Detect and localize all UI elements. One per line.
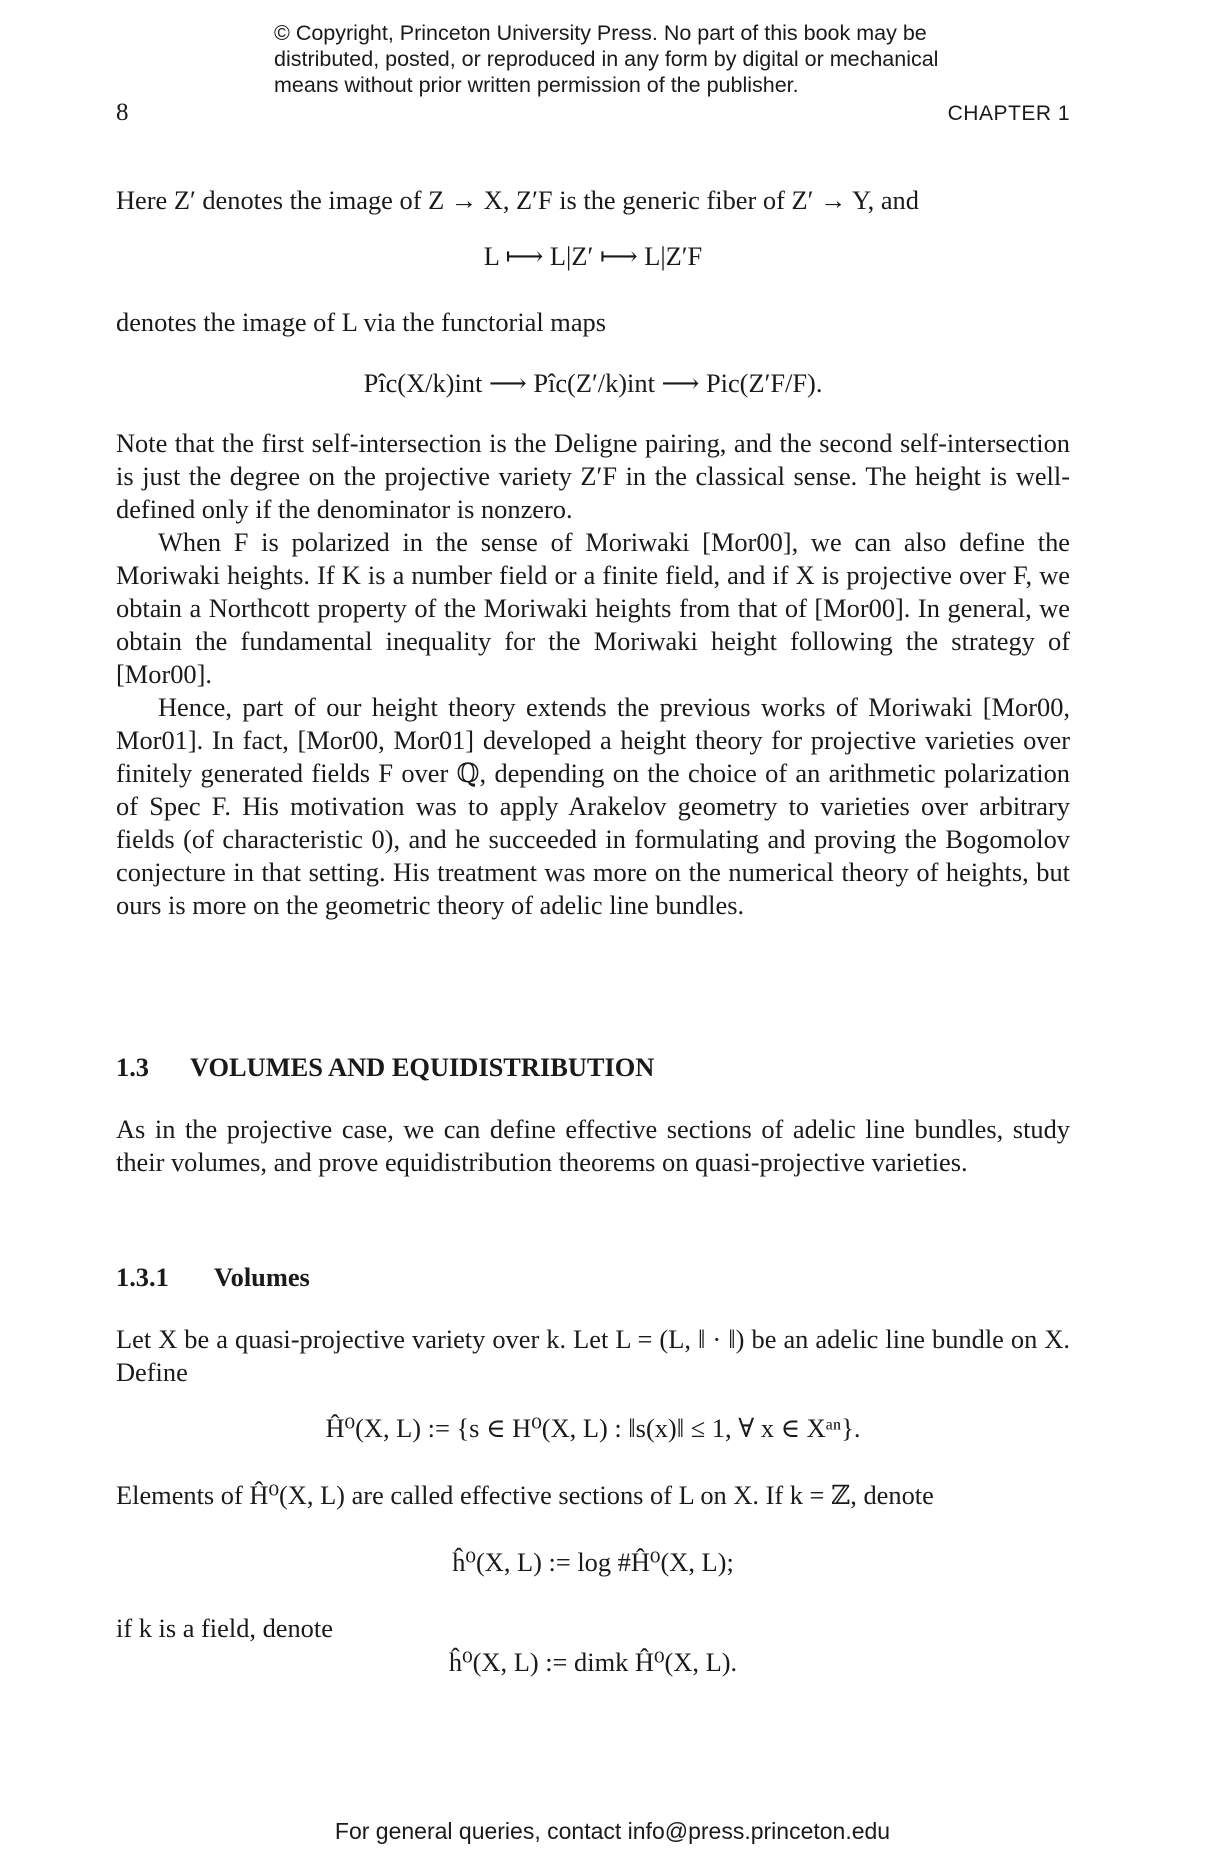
equation-picard-maps: Pîc(X/k)int ⟶ Pîc(Z′/k)int ⟶ Pic(Z′F/F). [363,368,823,398]
paragraph-2: denotes the image of L via the functorial maps [116,307,607,337]
copyright-line: © Copyright, Princeton University Press. No part of this book may be [274,21,927,45]
page-number: 8 [116,99,129,126]
running-head: CHAPTER 1 [947,102,1070,125]
copyright-notice [274,20,974,98]
paragraph-5: Hence, part of our height theory extends the previous works of Moriwaki [Mor00, Mor01]. In fact, [Mor00, Mor01] developed a height theory for projective varieties over finitely generated fields F over ℚ, depending on the choice of an arithmetic polarization of Spec F. His motivation was to apply Arakelov geometry to varieties over arbitrary fields (of characteristic 0), and he succeeded in formulating and proving the Bogomolov conjecture in that setting. His treatment was more on the numerical theory of heights, but ours is more on the geometric theory of adelic line bundles. [116,692,1070,920]
equation-restriction-maps: L ⟼ L|Z′ ⟼ L|Z′F [483,241,703,271]
section-number: 1.3 [116,1052,149,1082]
paragraph-7: Let X be a quasi-projective variety over k. Let L = (L, ‖ · ‖) be an adelic line bundle on X. Define [116,1324,1070,1387]
equation-h0-log: ĥ⁰(X, L) := log #Ĥ⁰(X, L); [452,1547,734,1577]
paragraph-4: When F is polarized in the sense of Moriwaki [Mor00], we can also define the Moriwaki heights. If K is a number field or a finite field, and if X is projective over F, we obtain a Northcott property of the Moriwaki heights from that of [Mor00]. In general, we obtain the fundamental inequality for the Moriwaki height following the strategy of [Mor00]. [116,527,1070,689]
paragraph-9: if k is a field, denote [116,1613,333,1643]
footer-contact: For general queries, contact info@press.princeton.edu [334,1818,891,1844]
section-heading [116,1052,654,1083]
paragraph-1: Here Z′ denotes the image of Z → X, Z′F is the generic fiber of Z′ → Y, and [116,185,919,215]
copyright-line: distributed, posted, or reproduced in any form by digital or mechanical [274,47,939,71]
subsection-number: 1.3.1 [116,1262,169,1292]
subsection-title: Volumes [214,1262,310,1292]
equation-h0-dim: ĥ⁰(X, L) := dimk Ĥ⁰(X, L). [448,1647,738,1677]
section-title: VOLUMES AND EQUIDISTRIBUTION [190,1052,655,1082]
paragraph-3: Note that the first self-intersection is the Deligne pairing, and the second self-intersection is just the degree on the projective variety Z′F in the classical sense. The height is well-defined only if the denominator is nonzero. [116,428,1070,524]
subsection-heading [116,1262,310,1293]
paragraph-8: Elements of Ĥ⁰(X, L) are called effective sections of L on X. If k = ℤ, denote [116,1480,934,1510]
equation-effective-sections: Ĥ⁰(X, L) := {s ∈ H⁰(X, L) : ‖s(x)‖ ≤ 1, ∀ x ∈ Xᵃⁿ}. [325,1413,861,1443]
copyright-line: means without prior written permission of the publisher. [274,73,799,97]
paragraph-6: As in the projective case, we can define effective sections of adelic line bundles, study their volumes, and prove equidistribution theorems on quasi-projective varieties. [116,1114,1070,1177]
